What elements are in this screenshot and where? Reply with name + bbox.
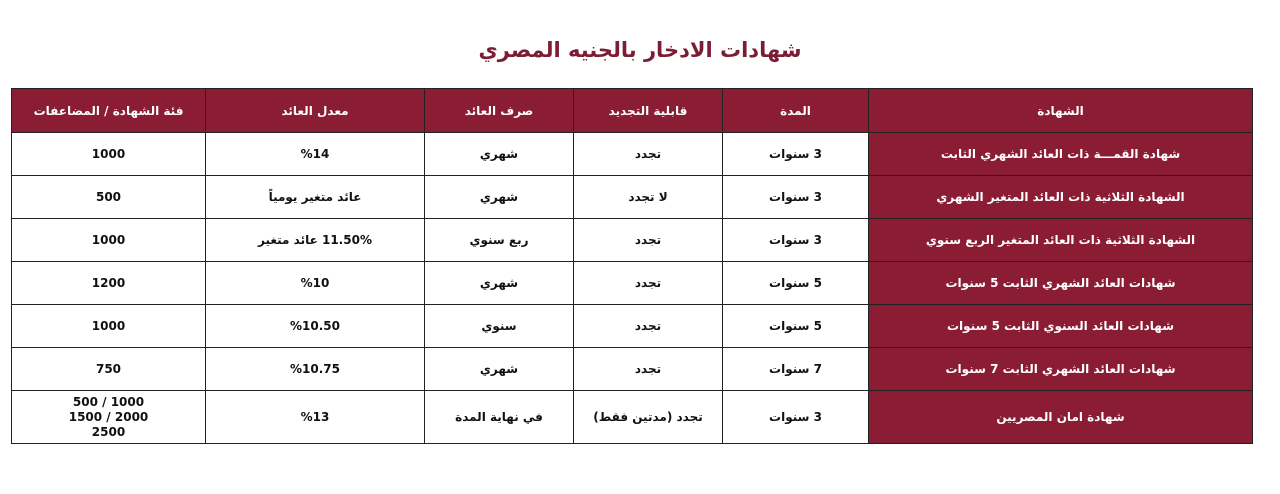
table-row [12,176,1253,219]
category-cell [12,262,206,305]
category-line: 500 [95,189,122,204]
rate-cell: %10.50 [206,305,425,348]
rate-cell: %10.75 [206,348,425,391]
table-row [12,219,1253,262]
duration-cell: 7 سنوات [723,348,869,391]
table-row [12,391,1253,444]
renewability-cell: تجدد [574,219,723,262]
certificate-name-cell: الشهادة الثلاثية ذات العائد المتغير الشهري [869,176,1253,219]
duration-cell: 5 سنوات [723,262,869,305]
table-header [12,89,1253,133]
category-line: 1000 / 500 [72,394,145,409]
category-line: 1200 [91,275,126,290]
category-line: 1000 [91,232,126,247]
renewability-cell: لا تجدد [574,176,723,219]
payout-cell: سنوي [425,305,574,348]
renewability-cell: تجدد [574,262,723,305]
duration-cell: 3 سنوات [723,176,869,219]
header-category: فئة الشهادة / المضاعفات [12,89,206,133]
certificate-name-cell: شهادة امان المصريين [869,391,1253,444]
rate-cell: عائد متغير يومياً [206,176,425,219]
header-payout: صرف العائد [425,89,574,133]
certificate-name-cell: شهادة القمـــة ذات العائد الشهري الثابت [869,133,1253,176]
category-line: 1000 [91,146,126,161]
header-certificate: الشهادة [869,89,1253,133]
category-cell [12,391,206,444]
certificates-table [11,88,1253,444]
duration-cell: 5 سنوات [723,305,869,348]
header-rate: معدل العائد [206,89,425,133]
table-row [12,133,1253,176]
category-cell [12,348,206,391]
renewability-cell: تجدد [574,133,723,176]
rate-cell: %14 [206,133,425,176]
payout-cell: ربع سنوي [425,219,574,262]
renewability-cell: تجدد (مدتين فقط) [574,391,723,444]
duration-cell: 3 سنوات [723,391,869,444]
duration-cell: 3 سنوات [723,133,869,176]
payout-cell: شهري [425,348,574,391]
category-line: 2500 [91,424,126,439]
rate-cell: %13 [206,391,425,444]
renewability-cell: تجدد [574,348,723,391]
payout-cell: شهري [425,133,574,176]
header-duration: المدة [723,89,869,133]
category-cell [12,219,206,262]
certificate-name-cell: شهادات العائد السنوي الثابت 5 سنوات [869,305,1253,348]
certificate-name-cell: شهادات العائد الشهري الثابت 5 سنوات [869,262,1253,305]
certificate-name-cell: شهادات العائد الشهري الثابت 7 سنوات [869,348,1253,391]
page-title: شهادات الادخار بالجنيه المصري [478,38,802,62]
category-cell [12,176,206,219]
category-line: 2000 / 1500 [68,409,149,424]
certificate-name-cell: الشهادة الثلاثية ذات العائد المتغير الربع سنوي [869,219,1253,262]
category-cell [12,305,206,348]
renewability-cell: تجدد [574,305,723,348]
rate-cell: 11.50% عائد متغير [206,219,425,262]
table-row [12,262,1253,305]
rate-cell: %10 [206,262,425,305]
category-cell [12,133,206,176]
duration-cell: 3 سنوات [723,219,869,262]
table-row [12,305,1253,348]
payout-cell: في نهاية المدة [425,391,574,444]
table-body [12,133,1253,444]
header-renewability: قابلية التجديد [574,89,723,133]
table-row [12,348,1253,391]
payout-cell: شهري [425,176,574,219]
category-line: 750 [95,361,122,376]
category-line: 1000 [91,318,126,333]
payout-cell: شهري [425,262,574,305]
header-row [12,89,1253,133]
